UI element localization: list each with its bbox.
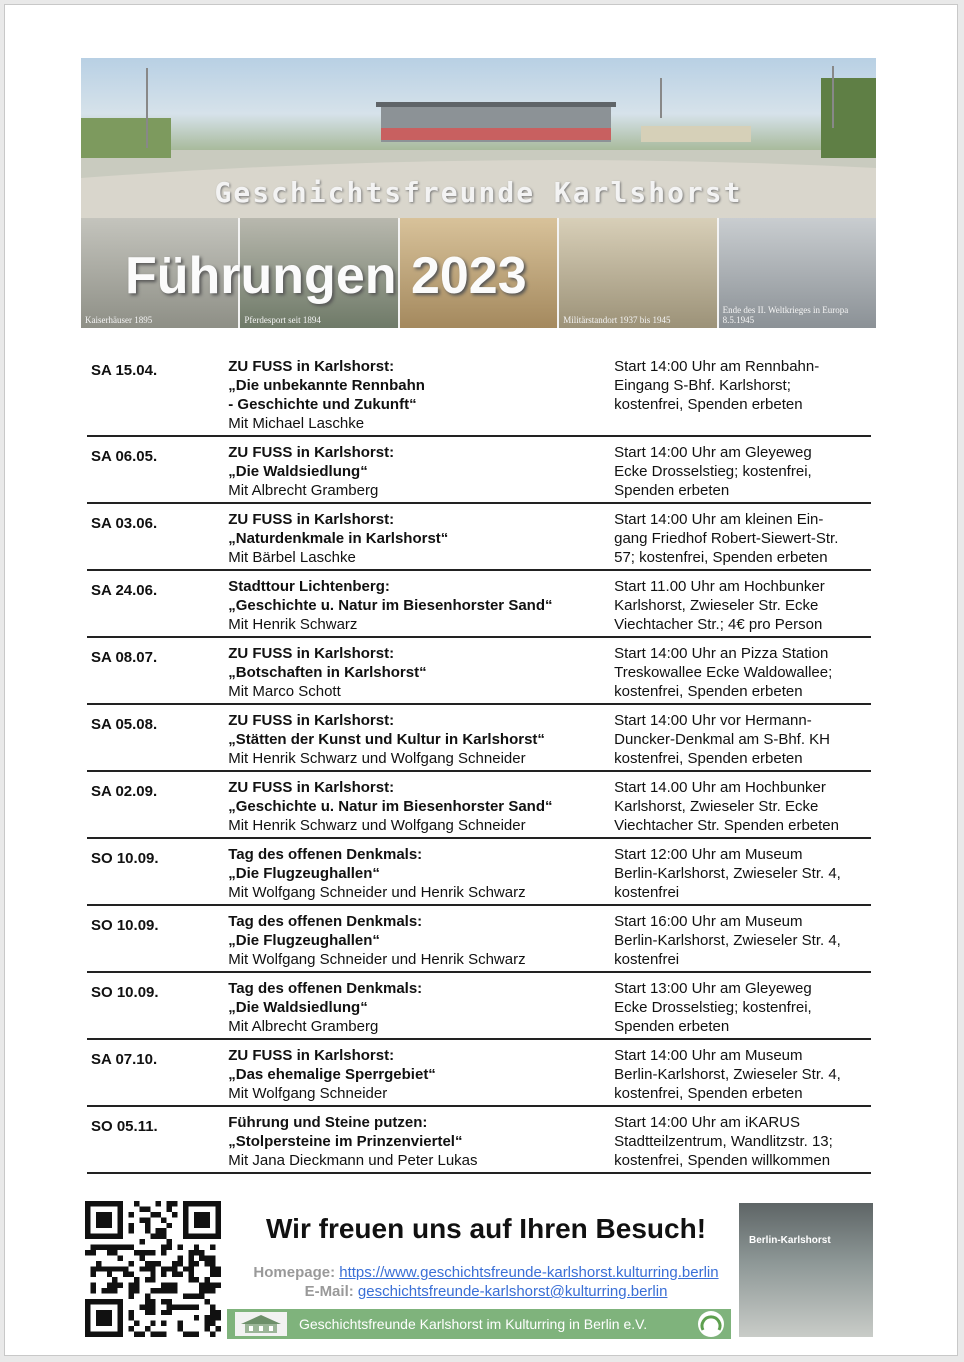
event-guide: Mit Henrik Schwarz (228, 616, 358, 633)
meeting-point-line: Duncker-Denkmal am S-Bhf. KH (614, 731, 831, 748)
event-guide: Mit Wolfgang Schneider und Henrik Schwarz (228, 884, 526, 901)
event-description (228, 972, 614, 1039)
event-date: SA 03.06. (91, 515, 158, 532)
meeting-point-line: Berlin-Karlshorst, Zwieseler Str. 4, (614, 865, 841, 882)
event-row (87, 1106, 871, 1173)
club-name: Geschichtsfreunde Karlshorst im Kulturring in Berlin e.V. (299, 1316, 648, 1332)
meeting-point-line: Eingang S-Bhf. Karlshorst; (614, 377, 791, 394)
meeting-point-line: kostenfrei (614, 884, 680, 901)
event-description (228, 351, 614, 436)
club-house-icon (235, 1312, 287, 1336)
event-type: Tag des offenen Denkmals: (228, 980, 423, 997)
event-meeting-point (614, 570, 871, 637)
meeting-point-line: Viechtacher Str.; 4€ pro Person (614, 616, 823, 633)
meeting-point-line: Stadtteilzentrum, Wandlitzstr. 13; (614, 1133, 833, 1150)
event-type: Führung und Steine putzen: (228, 1114, 428, 1131)
event-type: ZU FUSS in Karlshorst: (228, 444, 395, 461)
event-meeting-point (614, 905, 871, 972)
meeting-point-line: Karlshorst, Zwieseler Str. Ecke (614, 597, 819, 614)
meeting-point-line: Start 14.00 Uhr am Hochbunker (614, 779, 826, 796)
event-date: SO 10.09. (91, 984, 159, 1001)
meeting-point-line: Karlshorst, Zwieseler Str. Ecke (614, 798, 819, 815)
meeting-point-line: Spenden erbeten (614, 482, 730, 499)
event-date: SO 10.09. (91, 850, 159, 867)
event-row (87, 637, 871, 704)
event-type: ZU FUSS in Karlshorst: (228, 511, 395, 528)
event-guide: Mit Henrik Schwarz und Wolfgang Schneider (228, 750, 526, 767)
event-meeting-point (614, 972, 871, 1039)
homepage-label: Homepage: (253, 1264, 336, 1281)
event-row (87, 1039, 871, 1106)
photo-caption: Pferdesport seit 1894 (244, 315, 321, 325)
event-type: Tag des offenen Denkmals: (228, 913, 423, 930)
event-date: SA 07.10. (91, 1051, 158, 1068)
email-label: E-Mail: (304, 1283, 354, 1300)
event-title: „Die Flugzeughallen“ (228, 865, 380, 882)
email-link[interactable]: geschichtsfreunde-karlshorst@kulturring.berlin (357, 1283, 668, 1300)
event-description (228, 704, 614, 771)
event-type: ZU FUSS in Karlshorst: (228, 645, 395, 662)
event-description (228, 905, 614, 972)
event-row (87, 905, 871, 972)
event-description (228, 1039, 614, 1106)
event-date: SA 08.07. (91, 649, 158, 666)
meeting-point-line: gang Friedhof Robert-Siewert-Str. (614, 530, 839, 547)
event-guide: Mit Albrecht Gramberg (228, 1018, 379, 1035)
event-description (228, 436, 614, 503)
event-meeting-point (614, 351, 871, 436)
qr-code[interactable] (85, 1201, 221, 1337)
event-type: ZU FUSS in Karlshorst: (228, 712, 395, 729)
event-meeting-point (614, 503, 871, 570)
event-row (87, 570, 871, 637)
meeting-point-line: Start 14:00 Uhr vor Hermann- (614, 712, 812, 729)
meeting-point-line: Start 12:00 Uhr am Museum (614, 846, 803, 863)
page (4, 4, 958, 1356)
event-title: „Die Waldsiedlung“ (228, 999, 368, 1016)
event-title: - Geschichte und Zukunft“ (228, 396, 417, 413)
meeting-point-line: kostenfrei (614, 951, 680, 968)
event-description (228, 771, 614, 838)
meeting-point-line: Start 14:00 Uhr am Museum (614, 1047, 803, 1064)
historic-photo (557, 218, 716, 328)
historic-photo (717, 218, 876, 328)
event-meeting-point (614, 704, 871, 771)
photo-caption: Militärstandort 1937 bis 1945 (563, 315, 671, 325)
meeting-point-line: Start 14:00 Uhr an Pizza Station (614, 645, 829, 662)
banner-subtitle: Geschichtsfreunde Karlshorst (214, 176, 743, 209)
event-guide: Mit Bärbel Laschke (228, 549, 356, 566)
photo-caption: Kaiserhäuser 1895 (85, 315, 153, 325)
book-title: Berlin-Karlshorst (749, 1235, 831, 1246)
event-date: SO 05.11. (91, 1118, 158, 1135)
event-meeting-point (614, 637, 871, 704)
event-guide: Mit Albrecht Gramberg (228, 482, 379, 499)
meeting-point-line: Start 14:00 Uhr am kleinen Ein- (614, 511, 824, 528)
event-title: „Geschichte u. Natur im Biesenhorster Sand“ (228, 798, 553, 815)
event-type: Stadttour Lichtenberg: (228, 578, 390, 595)
event-row (87, 771, 871, 838)
meeting-point-line: Spenden erbeten (614, 1018, 730, 1035)
event-title: „Das ehemalige Sperrgebiet“ (228, 1066, 436, 1083)
meeting-point-line: kostenfrei, Spenden erbeten (614, 683, 803, 700)
meeting-point-line: kostenfrei, Spenden erbeten (614, 396, 803, 413)
event-description (228, 503, 614, 570)
meeting-point-line: kostenfrei, Spenden erbeten (614, 1085, 803, 1102)
meeting-point-line: kostenfrei, Spenden willkommen (614, 1152, 831, 1169)
event-date: SA 05.08. (91, 716, 158, 733)
event-row (87, 503, 871, 570)
book-cover (739, 1203, 873, 1337)
meeting-point-line: Ecke Drosselstieg; kostenfrei, (614, 999, 812, 1016)
event-meeting-point (614, 436, 871, 503)
meeting-point-line: Start 16:00 Uhr am Museum (614, 913, 803, 930)
event-description (228, 637, 614, 704)
meeting-point-line: Treskowallee Ecke Waldowallee; (614, 664, 833, 681)
event-meeting-point (614, 1106, 871, 1173)
event-description (228, 838, 614, 905)
header-banner (81, 58, 876, 328)
event-guide: Mit Wolfgang Schneider (228, 1085, 388, 1102)
event-date: SO 10.09. (91, 917, 159, 934)
meeting-point-line: Start 14:00 Uhr am Rennbahn- (614, 358, 820, 375)
event-row (87, 351, 871, 436)
meeting-point-line: Ecke Drosselstieg; kostenfrei, (614, 463, 812, 480)
event-meeting-point (614, 838, 871, 905)
event-row (87, 436, 871, 503)
event-type: ZU FUSS in Karlshorst: (228, 779, 395, 796)
event-date: SA 06.05. (91, 448, 158, 465)
event-title: „Die Flugzeughallen“ (228, 932, 380, 949)
meeting-point-line: Start 13:00 Uhr am Gleyeweg (614, 980, 812, 997)
meeting-point-line: Berlin-Karlshorst, Zwieseler Str. 4, (614, 1066, 841, 1083)
event-meeting-point (614, 1039, 871, 1106)
event-guide: Mit Wolfgang Schneider und Henrik Schwarz (228, 951, 526, 968)
event-title: „Die unbekannte Rennbahn (228, 377, 425, 394)
event-description (228, 1106, 614, 1173)
event-type: Tag des offenen Denkmals: (228, 846, 423, 863)
meeting-point-line: Start 14:00 Uhr am iKARUS (614, 1114, 801, 1131)
meeting-point-line: Start 11.00 Uhr am Hochbunker (614, 578, 825, 595)
club-banner (227, 1309, 731, 1339)
event-title: „Stolpersteine im Prinzenviertel“ (228, 1133, 463, 1150)
event-title: „Naturdenkmale in Karlshorst“ (228, 530, 449, 547)
meeting-point-line: 57; kostenfrei, Spenden erbeten (614, 549, 828, 566)
event-title: „Die Waldsiedlung“ (228, 463, 368, 480)
meeting-point-line: Berlin-Karlshorst, Zwieseler Str. 4, (614, 932, 841, 949)
event-guide: Mit Marco Schott (228, 683, 341, 700)
event-title: „Geschichte u. Natur im Biesenhorster Sand“ (228, 597, 553, 614)
event-date: SA 24.06. (91, 582, 158, 599)
contact-links (227, 1263, 745, 1301)
meeting-point-line: kostenfrei, Spenden erbeten (614, 750, 803, 767)
footer-headline: Wir freuen uns auf Ihren Besuch! (265, 1213, 707, 1244)
event-guide: Mit Henrik Schwarz und Wolfgang Schneider (228, 817, 526, 834)
event-date: SA 15.04. (91, 362, 158, 379)
event-type: ZU FUSS in Karlshorst: (228, 1047, 395, 1064)
event-title: „Botschaften in Karlshorst“ (228, 664, 427, 681)
event-title: „Stätten der Kunst und Kultur in Karlshorst“ (228, 731, 545, 748)
meeting-point-line: Viechtacher Str. Spenden erbeten (614, 817, 839, 834)
event-guide: Mit Michael Laschke (228, 415, 365, 432)
event-guide: Mit Jana Dieckmann und Peter Lukas (228, 1152, 478, 1169)
event-row (87, 838, 871, 905)
event-description (228, 570, 614, 637)
event-meeting-point (614, 771, 871, 838)
events-table (87, 351, 871, 1174)
kulturring-logo-icon (697, 1310, 725, 1338)
event-row (87, 972, 871, 1039)
page-title: Führungen 2023 (125, 247, 527, 305)
homepage-link[interactable]: https://www.geschichtsfreunde-karlshorst.kulturring.berlin (339, 1264, 719, 1281)
event-type: ZU FUSS in Karlshorst: (228, 358, 395, 375)
photo-caption: Ende des II. Weltkrieges in Europa 8.5.1945 (722, 305, 849, 325)
meeting-point-line: Start 14:00 Uhr am Gleyeweg (614, 444, 812, 461)
event-row (87, 704, 871, 771)
event-date: SA 02.09. (91, 783, 158, 800)
